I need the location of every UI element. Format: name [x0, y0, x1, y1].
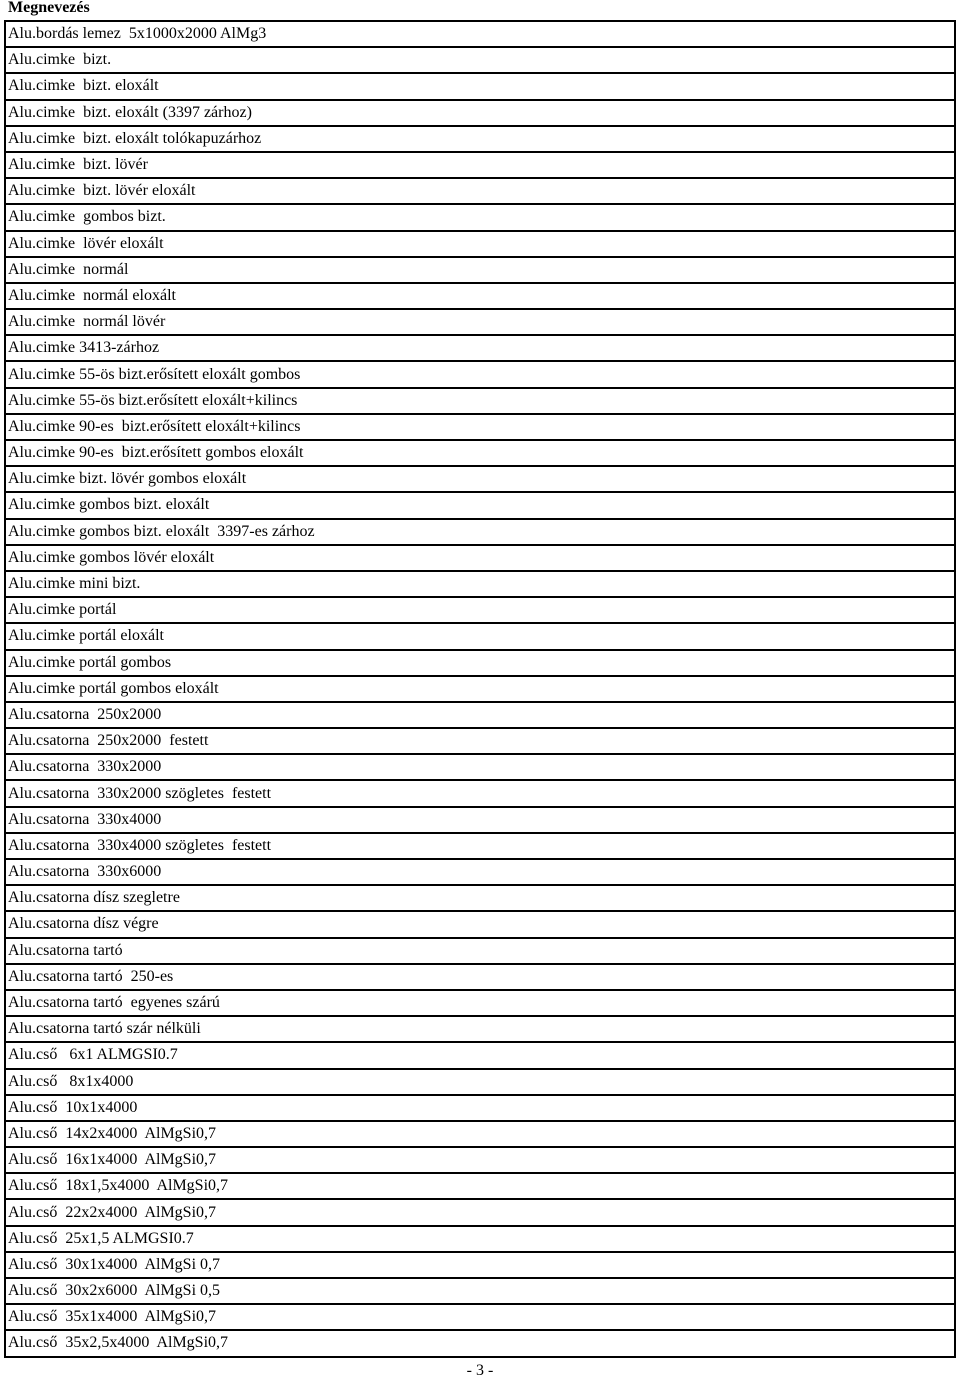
row-label: Alu.cimke 90-es bizt.erősített gombos eloxált [8, 444, 304, 462]
table-row [6, 755, 954, 781]
row-label: Alu.cimke portál [8, 601, 117, 619]
table-row [6, 624, 954, 650]
table-row [6, 991, 954, 1017]
table-row [6, 808, 954, 834]
table-row [6, 572, 954, 598]
table-row [6, 362, 954, 388]
row-label: Alu.cimke normál [8, 260, 129, 278]
table-row [6, 729, 954, 755]
row-label: Alu.cső 18x1,5x4000 AlMgSi0,7 [8, 1177, 229, 1195]
row-label: Alu.cimke 90-es bizt.erősített eloxált+kilincs [8, 417, 301, 435]
table-row [6, 1253, 954, 1279]
table-row [6, 48, 954, 74]
row-label: Alu.cimke gombos bizt. [8, 208, 166, 226]
row-label: Alu.cső 6x1 ALMGSI0.7 [8, 1046, 178, 1064]
row-label: Alu.cimke portál gombos [8, 653, 172, 671]
row-label: Alu.cső 25x1,5 ALMGSI0.7 [8, 1229, 194, 1247]
table-row [6, 912, 954, 938]
table-row [6, 310, 954, 336]
row-label: Alu.cimke normál lövér [8, 313, 166, 331]
row-label: Alu.bordás lemez 5x1000x2000 AlMg3 [8, 25, 267, 43]
row-label: Alu.csatorna 250x2000 festett [8, 732, 209, 750]
table-row [6, 1017, 954, 1043]
row-label: Alu.csatorna tartó egyenes szárú [8, 994, 220, 1012]
table-row [6, 834, 954, 860]
table-row [6, 1148, 954, 1174]
table-row [6, 1305, 954, 1331]
table-row [6, 389, 954, 415]
row-label: Alu.cső 35x2,5x4000 AlMgSi0,7 [8, 1334, 229, 1352]
row-label: Alu.csatorna 330x2000 [8, 758, 162, 776]
row-label: Alu.cimke portál eloxált [8, 627, 164, 645]
table-row [6, 1122, 954, 1148]
row-label: Alu.cimke lövér eloxált [8, 234, 164, 252]
row-label: Alu.cimke 55-ös bizt.erősített eloxált gombos [8, 365, 301, 383]
table-row [6, 965, 954, 991]
row-label: Alu.csatorna 330x4000 szögletes festett [8, 836, 272, 854]
table-row [6, 284, 954, 310]
row-label: Alu.cimke 3413-zárhoz [8, 339, 160, 357]
table-row [6, 677, 954, 703]
row-label: Alu.cimke normál eloxált [8, 286, 176, 304]
row-label: Alu.cimke bizt. lövér gombos eloxált [8, 470, 247, 488]
table-row [6, 546, 954, 572]
table-row [6, 493, 954, 519]
row-label: Alu.cimke bizt. lövér [8, 156, 148, 174]
page-number: - 3 - [466, 1362, 494, 1379]
row-label: Alu.cső 30x2x6000 AlMgSi 0,5 [8, 1282, 221, 1300]
row-label: Alu.csatorna 250x2000 [8, 705, 162, 723]
row-label: Alu.cimke gombos bizt. eloxált 3397-es zárhoz [8, 522, 315, 540]
table-row [6, 101, 954, 127]
table-row [6, 441, 954, 467]
row-label: Alu.cimke gombos lövér eloxált [8, 548, 215, 566]
table-row [6, 153, 954, 179]
row-label: Alu.cimke bizt. eloxált tolókapuzárhoz [8, 129, 262, 147]
row-label: Alu.csatorna dísz végre [8, 915, 159, 933]
row-label: Alu.cső 14x2x4000 AlMgSi0,7 [8, 1124, 217, 1142]
row-label: Alu.cső 10x1x4000 [8, 1098, 138, 1116]
row-label: Alu.cimke portál gombos eloxált [8, 679, 219, 697]
row-label: Alu.csatorna 330x6000 [8, 863, 162, 881]
row-label: Alu.csatorna tartó [8, 941, 123, 959]
row-label: Alu.cimke mini bizt. [8, 575, 141, 593]
row-label: Alu.cimke bizt. eloxált [8, 77, 159, 95]
table-row [6, 336, 954, 362]
row-label: Alu.csatorna dísz szegletre [8, 889, 180, 907]
table-row [6, 651, 954, 677]
table-row [6, 467, 954, 493]
table-row [6, 1279, 954, 1305]
table-row [6, 703, 954, 729]
table-row [6, 886, 954, 912]
row-label: Alu.csatorna 330x4000 [8, 810, 162, 828]
table-row [6, 781, 954, 807]
row-label: Alu.cső 22x2x4000 AlMgSi0,7 [8, 1203, 217, 1221]
table-row [6, 205, 954, 231]
row-label: Alu.csatorna tartó szár nélküli [8, 1020, 201, 1038]
table-row [6, 415, 954, 441]
row-label: Alu.csatorna 330x2000 szögletes festett [8, 784, 272, 802]
table-row [6, 1043, 954, 1069]
row-label: Alu.csatorna tartó 250-es [8, 967, 174, 985]
table-row [6, 1070, 954, 1096]
row-label: Alu.cső 30x1x4000 AlMgSi 0,7 [8, 1255, 221, 1273]
row-label: Alu.cimke bizt. lövér eloxált [8, 182, 196, 200]
row-label: Alu.cső 16x1x4000 AlMgSi0,7 [8, 1151, 217, 1169]
table-row [6, 258, 954, 284]
row-label: Alu.cső 35x1x4000 AlMgSi0,7 [8, 1308, 217, 1326]
table-row [6, 1174, 954, 1200]
table-row [6, 1227, 954, 1253]
table-row [6, 179, 954, 205]
table-row [6, 22, 954, 48]
row-label: Alu.cső 8x1x4000 [8, 1072, 134, 1090]
row-label: Alu.cimke bizt. [8, 51, 112, 69]
row-label: Alu.cimke 55-ös bizt.erősített eloxált+kilincs [8, 391, 298, 409]
table-row [6, 1096, 954, 1122]
table-row [6, 860, 954, 886]
row-label: Alu.cimke bizt. eloxált (3397 zárhoz) [8, 103, 252, 121]
table-row [6, 939, 954, 965]
table-row [6, 1200, 954, 1226]
column-header: Megnevezés [8, 0, 90, 16]
table-row [6, 232, 954, 258]
table-row [6, 598, 954, 624]
product-table [4, 20, 956, 1358]
row-label: Alu.cimke gombos bizt. eloxált [8, 496, 210, 514]
table-row [6, 520, 954, 546]
table-row [6, 74, 954, 100]
table-row [6, 1331, 954, 1357]
table-row [6, 127, 954, 153]
